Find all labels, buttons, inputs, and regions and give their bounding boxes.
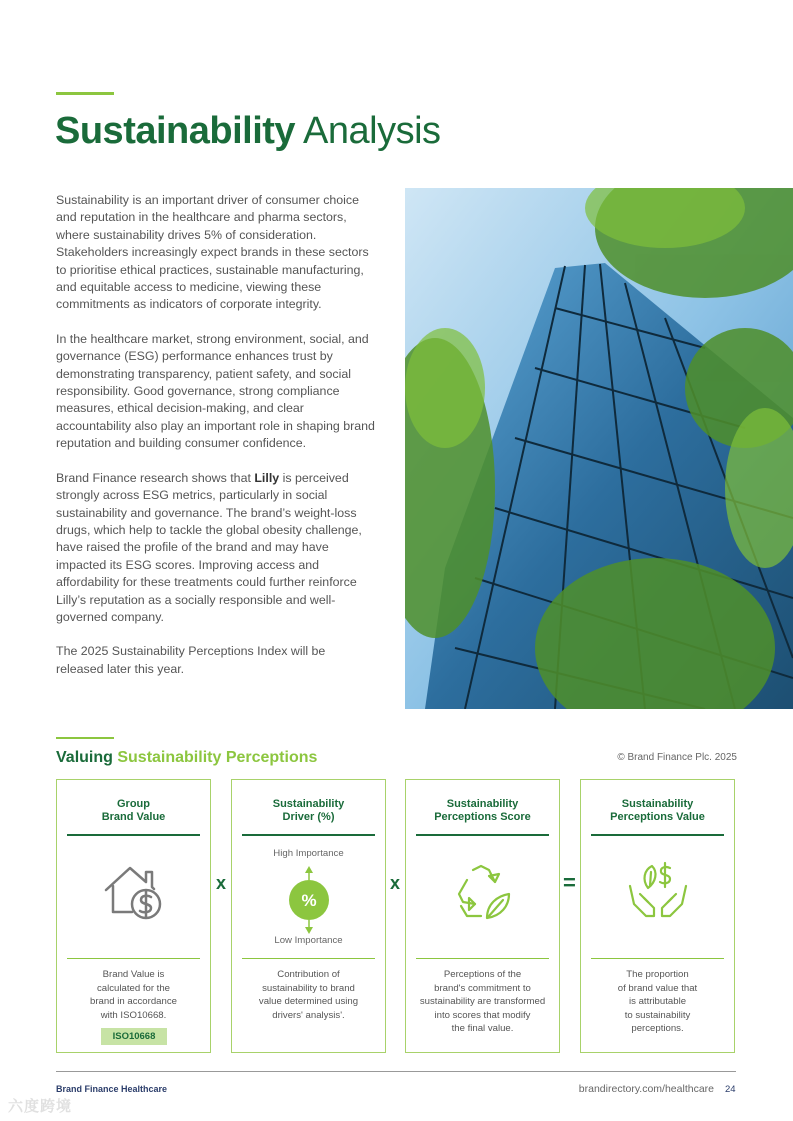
card-description: [240, 968, 377, 1022]
card-heading-line: Group: [117, 798, 150, 810]
footer-publication-name: Brand Finance Healthcare: [56, 1084, 168, 1094]
card-heading-line: Driver (%): [282, 811, 335, 823]
card-description: [65, 968, 202, 1022]
card-description-line: perceptions.: [631, 1023, 684, 1034]
card-divider: [591, 958, 724, 959]
card-sustainability-perceptions-score: [405, 779, 560, 1053]
high-importance-label: High Importance: [273, 848, 344, 859]
paragraph-3-end: is perceived strongly across ESG metrics, particularly in social sustainability and governance. The brand’s weight-loss drugs, which help to tackle the global obesity challenge, have raised the profile of the brand and may have impacted its ESG scores. Improving access and affordability for these treatments could further reinforce Lilly’s reputation as a socially responsible and well-governed company.: [56, 470, 362, 624]
card-heading-line: Brand Value: [101, 811, 166, 823]
card-description-line: brand's commitment to: [434, 982, 531, 994]
percent-slider-icon: [232, 864, 385, 934]
house-dollar-icon: [57, 860, 210, 930]
card-description-line: The proportion: [626, 969, 689, 980]
card-heading-line: Perceptions Score: [434, 811, 531, 823]
brand-name-lilly: Lilly: [254, 470, 280, 485]
paragraph-2: In the healthcare market, strong environment, social, and governance (ESG) performance enhances trust by demonstrating transparency, patient safety, and social responsibility. Good governance, strong compliance measures, ethical decision-making, and clear accountability also play an important role in shaping brand reputation and building consumer confidence.: [56, 331, 375, 451]
card-description-line: value determined using: [258, 996, 359, 1007]
page-title-rest: Analysis: [303, 110, 441, 152]
card-group-brand-value: [56, 779, 211, 1053]
card-divider: [416, 958, 549, 959]
glass-building-photo: [405, 188, 793, 709]
section-accent-rule: [56, 737, 114, 739]
recycle-leaf-icon: [406, 860, 559, 930]
low-importance-label: Low Importance: [274, 935, 343, 946]
card-description-line: Brand Value is: [102, 969, 165, 980]
paragraph-1: Sustainability is an important driver of consumer choice and reputation in the healthcare and pharma sectors, where sustainability drives 5% of consideration. Stakeholders increasingly expect brands in these sectors to prioritise ethical practices, sustainable manufacturing, and equitable access to medicine, viewing these commitments as indicators of corporate integrity.: [56, 193, 369, 312]
card-sustainability-perceptions-value: [580, 779, 735, 1053]
card-description-line: brand in accordance: [90, 996, 177, 1007]
title-accent-rule: [56, 92, 114, 95]
percent-symbol: %: [300, 891, 317, 910]
footer-rule: [56, 1071, 736, 1072]
card-description-line: the final value.: [451, 1023, 514, 1034]
card-description: [414, 968, 551, 1036]
iso-badge: ISO10668: [101, 1028, 167, 1045]
watermark: 六度跨境: [8, 1098, 73, 1115]
card-heading: [242, 798, 375, 836]
card-description: [589, 968, 726, 1036]
card-heading: [591, 798, 724, 836]
card-heading-line: Sustainability: [446, 798, 519, 810]
card-description-line: sustainability to brand: [262, 982, 355, 994]
page-title-bold: Sustainability: [55, 110, 296, 152]
paragraph-3-start: Brand Finance research shows that: [56, 470, 255, 485]
card-heading: [67, 798, 200, 836]
multiply-operator: x: [216, 873, 227, 893]
section-title: [56, 747, 317, 769]
card-description-line: drivers' analysis'.: [272, 1009, 345, 1021]
card-description-line: into scores that modify: [434, 1009, 531, 1021]
card-description-line: Contribution of: [277, 969, 340, 980]
card-description-line: is attributable: [628, 996, 687, 1007]
card-description-line: Perceptions of the: [443, 969, 522, 980]
page-title: [55, 108, 441, 154]
card-sustainability-driver: [231, 779, 386, 1053]
equals-operator: =: [563, 870, 576, 895]
card-heading-line: Sustainability: [621, 798, 694, 810]
card-heading-line: Sustainability: [272, 798, 345, 810]
card-heading-line: Perceptions Value: [610, 811, 705, 823]
card-description-line: calculated for the: [96, 982, 171, 994]
card-description-line: of brand value that: [617, 982, 698, 994]
paragraph-3: [56, 470, 376, 627]
section-title-accent: Sustainability Perceptions: [117, 749, 318, 766]
body-text: [56, 192, 376, 695]
hands-leaf-dollar-icon: [581, 860, 734, 930]
page-number: 24: [725, 1084, 736, 1095]
card-heading: [416, 798, 549, 836]
card-description-line: with ISO10668.: [100, 1009, 167, 1021]
copyright-notice: © Brand Finance Plc. 2025: [617, 752, 737, 763]
card-divider: [242, 958, 375, 959]
card-description-line: to sustainability: [624, 1009, 691, 1021]
footer-website: brandirectory.com/healthcare: [578, 1083, 714, 1095]
card-divider: [67, 958, 200, 959]
card-description-line: sustainability are transformed: [419, 996, 546, 1007]
paragraph-4: The 2025 Sustainability Perceptions Index will be released later this year.: [56, 644, 326, 676]
multiply-operator: x: [390, 873, 401, 893]
section-title-dark: Valuing: [56, 749, 118, 766]
